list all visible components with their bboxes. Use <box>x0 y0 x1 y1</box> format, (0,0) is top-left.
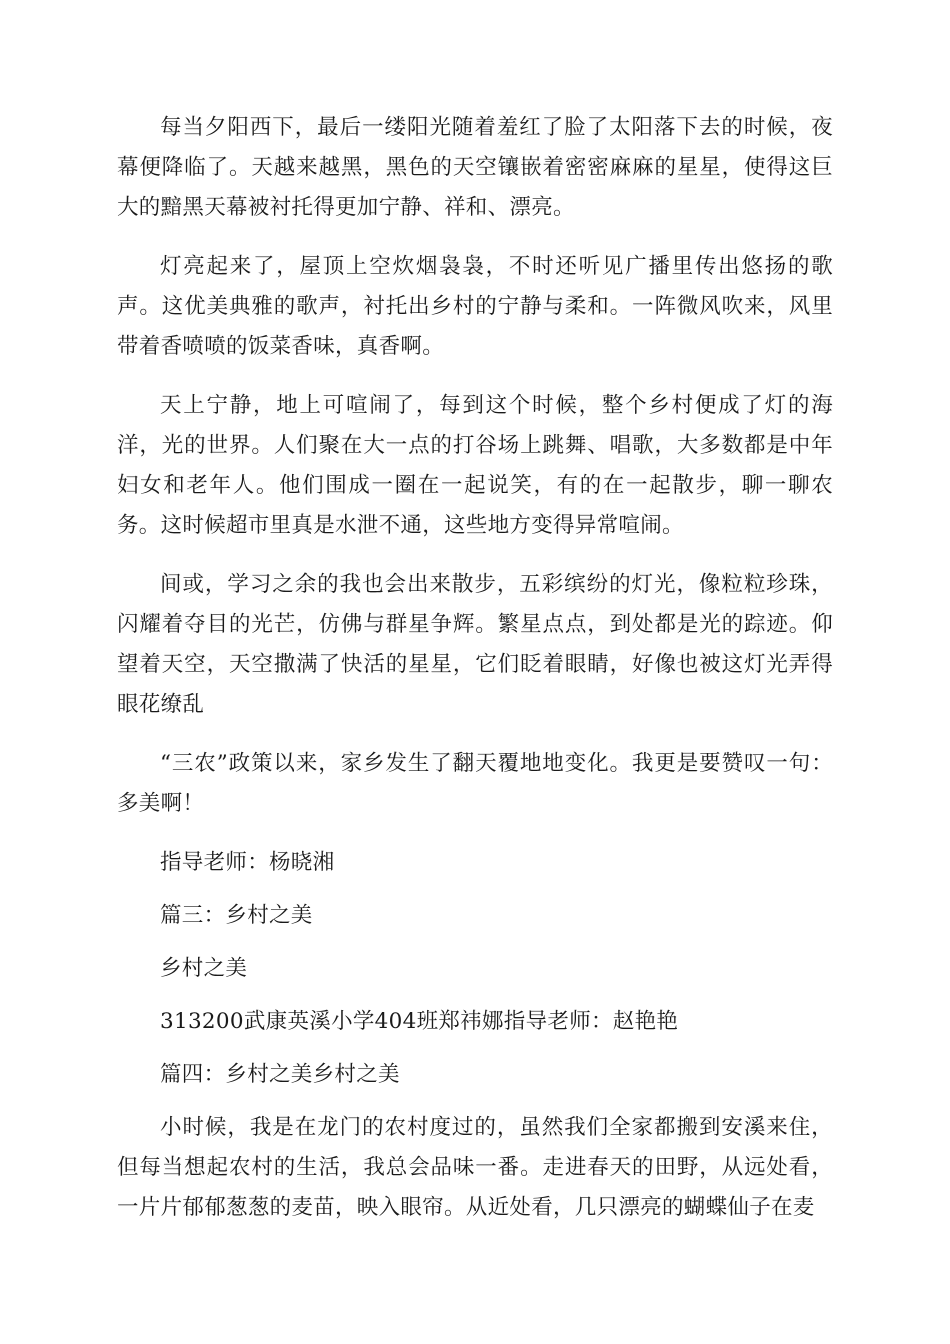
teacher-credit: 指导老师：杨晓湘 <box>160 850 335 875</box>
paragraph-walk: 间或，学习之余的我也会出来散步，五彩缤纷的灯光，像粒粒珍珠，闪耀着夺目的光芒，仿佛与群星争辉。繁星点点，到处都是光的踪迹。仰望着天空，天空撒满了快活的星星，它们眨着眼睛，好像也被这灯光弄得眼花缭乱 <box>117 572 833 717</box>
paragraph-evening: 每当夕阳西下，最后一缕阳光随着羞红了脸了太阳落下去的时候，夜幕便降临了。天越来越黑，黑色的天空镶嵌着密密麻麻的星星，使得这巨大的黯黑天幕被衬托得更加宁静、祥和、漂亮。 <box>117 115 833 220</box>
section4-heading: 篇四：乡村之美乡村之美 <box>160 1062 400 1087</box>
section3-title: 乡村之美 <box>160 956 248 981</box>
section3-heading: 篇三：乡村之美 <box>160 903 313 928</box>
document-page <box>117 108 833 1247</box>
paragraph-lights: 灯亮起来了，屋顶上空炊烟袅袅，不时还听见广播里传出悠扬的歌声。这优美典雅的歌声，衬托出乡村的宁静与柔和。一阵微风吹来，风里带着香喷喷的饭菜香味，真香啊。 <box>117 254 833 359</box>
paragraph-village-night: 天上宁静，地上可喧闹了，每到这个时候，整个乡村便成了灯的海洋，光的世界。人们聚在大一点的打谷场上跳舞、唱歌，大多数都是中年妇女和老年人。他们围成一圈在一起说笑，有的在一起散步，聊一聊农务。这时候超市里真是水泄不通，这些地方变得异常喧闹。 <box>117 393 833 538</box>
section4-paragraph: 小时候，我是在龙门的农村度过的，虽然我们全家都搬到安溪来住，但每当想起农村的生活，我总会品味一番。走进春天的田野，从远处看，一片片郁郁葱葱的麦苗，映入眼帘。从近处看，几只漂亮的蝴蝶仙子在麦 <box>117 1115 833 1220</box>
section3-byline: 313200武康英溪小学404班郑祎娜指导老师：赵艳艳 <box>160 1009 679 1034</box>
paragraph-policy: “三农”政策以来，家乡发生了翻天覆地地变化。我更是要赞叹一句：多美啊！ <box>117 751 833 816</box>
